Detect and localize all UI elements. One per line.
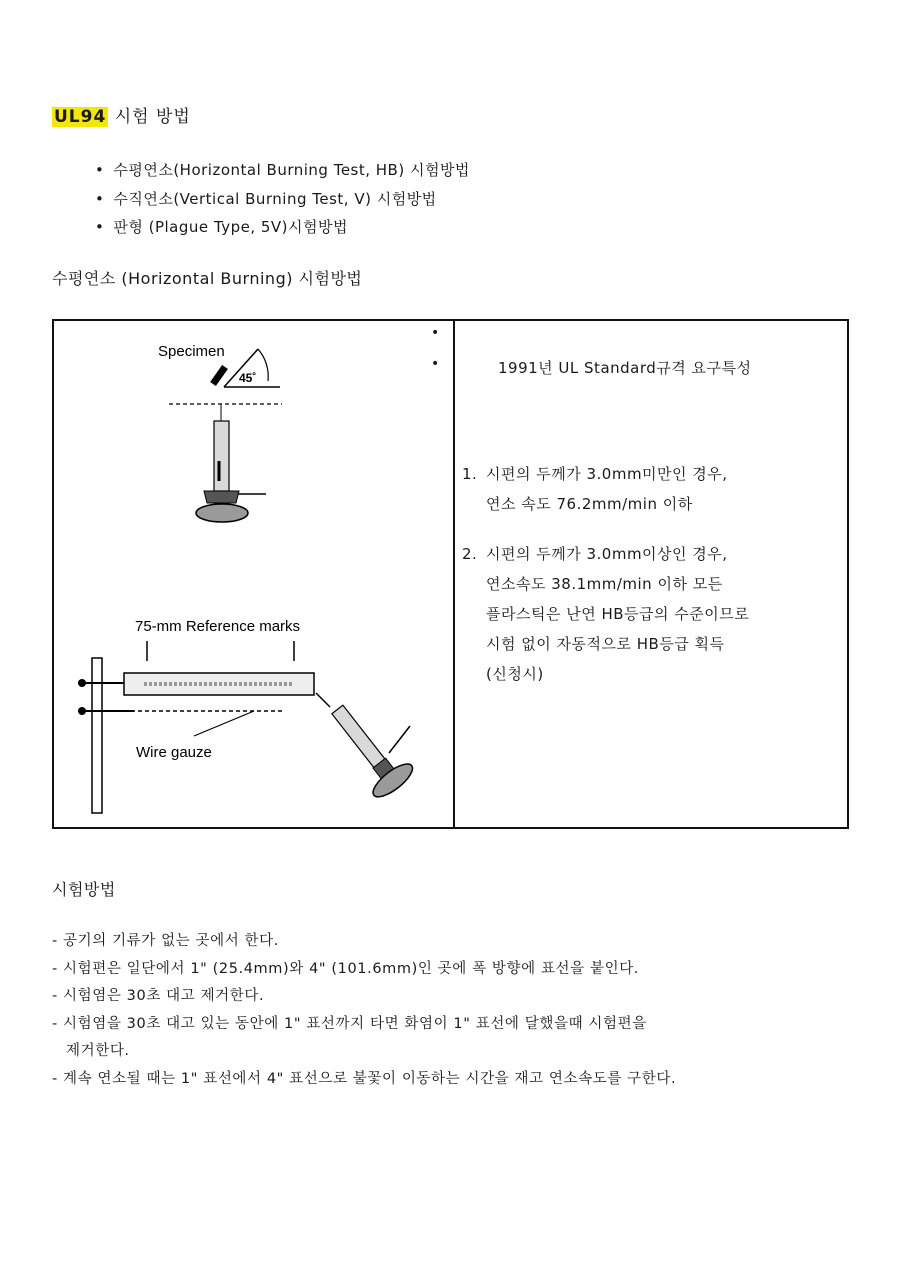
requirement-line: 연소 속도 76.2mm/min 이하: [486, 495, 693, 513]
horizontal-test-figure: [54, 321, 453, 827]
requirement-line: 시편의 두께가 3.0mm이상인 경우,: [486, 545, 728, 563]
gauze-label: Wire gauze: [136, 744, 212, 761]
requirement-line: 연소속도 38.1mm/min 이하 모든: [486, 575, 723, 593]
requirement-item-1: [462, 459, 749, 519]
angle-label: 45˚: [239, 371, 257, 385]
requirements-list: [462, 459, 749, 709]
bullet-dot-1: •: [431, 325, 440, 341]
gas-line-bottom: [389, 726, 410, 753]
requirement-number: 1.: [462, 465, 478, 483]
burner-bottom: [318, 695, 417, 803]
requirement-line: 시험 없이 자동적으로 HB등급 획득: [486, 635, 725, 653]
gauze-pointer: [194, 711, 254, 736]
marks-label: 75-mm Reference marks: [135, 618, 301, 635]
burner-tube-bottom: [332, 705, 386, 769]
requirement-number: 2.: [462, 545, 478, 563]
requirement-line: (신청시): [486, 665, 544, 683]
requirement-line: 시편의 두께가 3.0mm미만인 경우,: [486, 465, 728, 483]
angle-arc: [258, 349, 268, 381]
title-highlight: UL94: [54, 107, 107, 127]
procedure-line: - 시험염을 30초 대고 있는 동안에 1" 표선까지 타면 화염이 1" 표선에 달했을때 시험편을: [52, 1015, 647, 1032]
procedure-line: - 시험편은 일단에서 1" (25.4mm)와 4" (101.6mm)인 곳에 폭 방향에 표선을 붙인다.: [52, 960, 640, 977]
burner-tube-top: [214, 421, 229, 491]
method-item-vertical: • 수직연소(Vertical Burning Test, V) 시험방법: [95, 185, 470, 214]
page-title: [52, 102, 191, 127]
column-divider: [453, 321, 455, 827]
section-title: 수평연소 (Horizontal Burning) 시험방법: [52, 269, 363, 288]
requirements-title: 1991년 UL Standard규격 요구특성: [498, 359, 752, 377]
procedure-line: - 공기의 기류가 없는 곳에서 한다.: [52, 933, 279, 949]
burner-neck-top: [204, 491, 239, 503]
requirement-line: 플라스틱은 난연 HB등급의 수준이므로: [486, 605, 750, 623]
title-text: 시험 방법: [108, 107, 191, 127]
procedure-title: 시험방법: [52, 880, 116, 899]
apparatus-diagram: [54, 321, 453, 827]
method-item-plague: • 판형 (Plague Type, 5V)시험방법: [95, 213, 470, 242]
test-methods-list: [95, 156, 470, 242]
specimen-label: Specimen: [158, 343, 225, 360]
specimen-bar: [213, 367, 225, 384]
procedure-line: - 시험염은 30초 대고 제거한다.: [52, 988, 265, 1004]
clamp-stand: [92, 658, 102, 813]
method-item-horizontal: • 수평연소(Horizontal Burning Test, HB) 시험방법: [95, 156, 470, 185]
procedure-line: - 계속 연소될 때는 1" 표선에서 4" 표선으로 불꽃이 이동하는 시간을 재고 연소속도를 구한다.: [52, 1070, 677, 1087]
burner-base-top: [196, 504, 248, 522]
horizontal-test-box: [52, 319, 849, 829]
flame-line-bottom: [316, 693, 330, 707]
requirement-item-2: [462, 539, 749, 689]
procedure-list: [52, 928, 676, 1093]
bullet-dot-2: •: [431, 356, 440, 372]
procedure-line: 제거한다.: [66, 1043, 130, 1059]
